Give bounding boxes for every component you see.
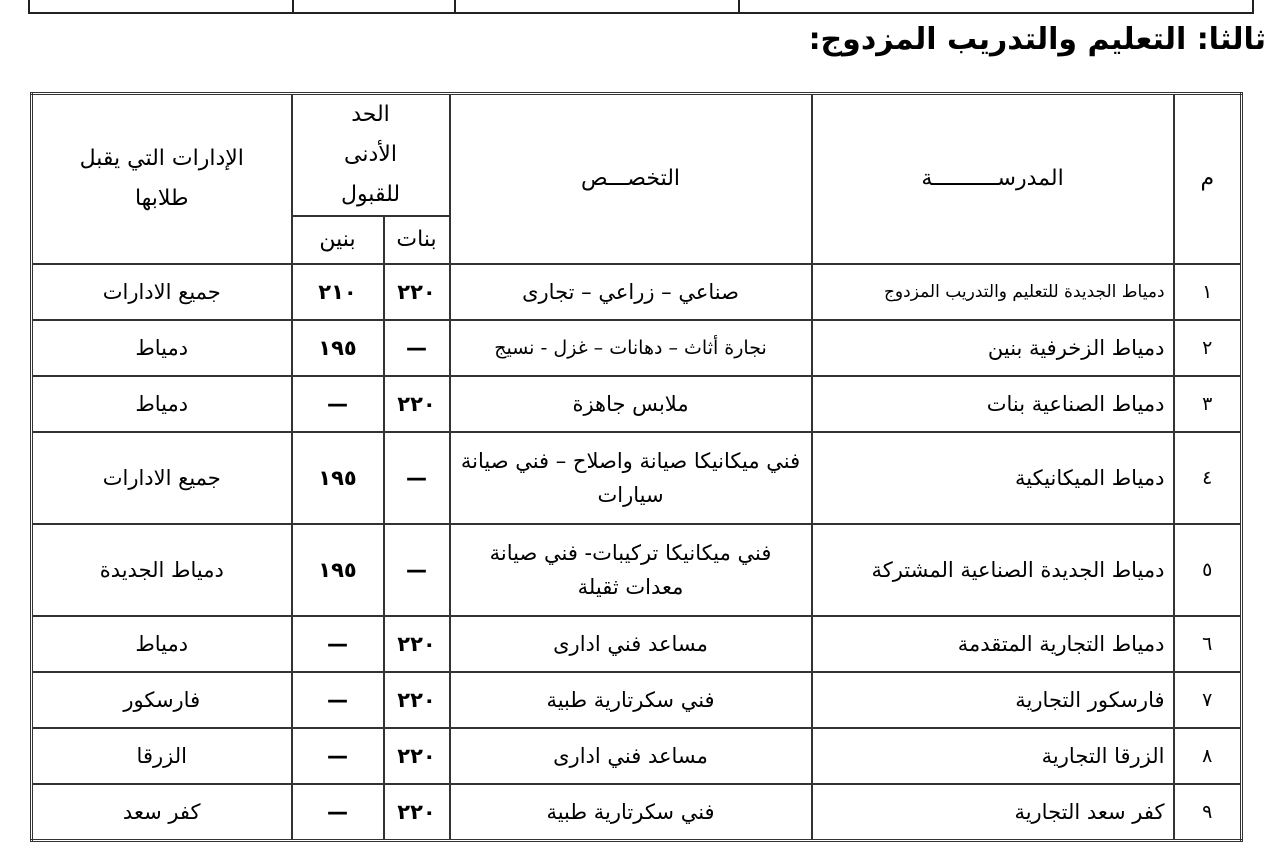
specialty: فني سكرتارية طبية <box>450 784 812 840</box>
row-number: ٦ <box>1174 616 1242 672</box>
specialty: صناعي – زراعي – تجارى <box>450 264 812 320</box>
school-name: دمياط الزخرفية بنين <box>812 320 1174 376</box>
table-row <box>32 320 1242 376</box>
table-row <box>32 524 1242 616</box>
girls-min-score: ٢٢٠ <box>384 672 450 728</box>
row-number: ٩ <box>1174 784 1242 840</box>
header-specialty: التخصـــص <box>450 94 812 265</box>
table-row <box>32 728 1242 784</box>
table-row <box>32 672 1242 728</box>
school-name: دمياط الصناعية بنات <box>812 376 1174 432</box>
row-number: ٣ <box>1174 376 1242 432</box>
dual-education-table <box>30 92 1243 842</box>
header-boys: بنين <box>292 216 384 264</box>
table-divider <box>454 0 456 14</box>
boys-min-score: — <box>292 784 384 840</box>
school-name: كفر سعد التجارية <box>812 784 1174 840</box>
boys-min-score: — <box>292 376 384 432</box>
specialty: فني ميكانيكا صيانة واصلاح – فني صيانة سيارات <box>450 432 812 524</box>
accepted-directorates: دمياط الجديدة <box>32 524 292 616</box>
school-name: دمياط التجارية المتقدمة <box>812 616 1174 672</box>
row-number: ٧ <box>1174 672 1242 728</box>
header-min-score: الحد الأدنى للقبول <box>292 94 450 217</box>
boys-min-score: ١٩٥ <box>292 432 384 524</box>
table-divider <box>738 0 740 14</box>
boys-min-score: ٢١٠ <box>292 264 384 320</box>
specialty: فني سكرتارية طبية <box>450 672 812 728</box>
table-row <box>32 784 1242 840</box>
row-number: ٥ <box>1174 524 1242 616</box>
girls-min-score: ٢٢٠ <box>384 376 450 432</box>
accepted-directorates: دمياط <box>32 616 292 672</box>
boys-min-score: — <box>292 728 384 784</box>
row-number: ٢ <box>1174 320 1242 376</box>
accepted-directorates: دمياط <box>32 320 292 376</box>
school-name: دمياط الجديدة الصناعية المشتركة <box>812 524 1174 616</box>
specialty: نجارة أثاث – دهانات – غزل - نسيج <box>450 320 812 376</box>
school-name: فارسكور التجارية <box>812 672 1174 728</box>
accepted-directorates: جميع الادارات <box>32 432 292 524</box>
header-directorates: الإدارات التي يقبل طلابها <box>32 94 292 265</box>
accepted-directorates: فارسكور <box>32 672 292 728</box>
accepted-directorates: الزرقا <box>32 728 292 784</box>
header-num: م <box>1174 94 1242 265</box>
row-number: ٨ <box>1174 728 1242 784</box>
previous-table-bottom-edge <box>28 0 1254 14</box>
table-row <box>32 264 1242 320</box>
school-name: الزرقا التجارية <box>812 728 1174 784</box>
table-row <box>32 376 1242 432</box>
specialty: فني ميكانيكا تركيبات- فني صيانة معدات ثقيلة <box>450 524 812 616</box>
table-divider <box>292 0 294 14</box>
accepted-directorates: دمياط <box>32 376 292 432</box>
specialty: مساعد فني ادارى <box>450 616 812 672</box>
table-row <box>32 432 1242 524</box>
specialty: مساعد فني ادارى <box>450 728 812 784</box>
school-name: دمياط الجديدة للتعليم والتدريب المزدوج <box>812 264 1174 320</box>
girls-min-score: ٢٢٠ <box>384 616 450 672</box>
girls-min-score: — <box>384 524 450 616</box>
header-school: المدرســــــــــة <box>812 94 1174 265</box>
table-row <box>32 616 1242 672</box>
girls-min-score: — <box>384 320 450 376</box>
girls-min-score: ٢٢٠ <box>384 728 450 784</box>
accepted-directorates: جميع الادارات <box>32 264 292 320</box>
boys-min-score: ١٩٥ <box>292 320 384 376</box>
accepted-directorates: كفر سعد <box>32 784 292 840</box>
specialty: ملابس جاهزة <box>450 376 812 432</box>
row-number: ٤ <box>1174 432 1242 524</box>
girls-min-score: ٢٢٠ <box>384 784 450 840</box>
section-heading: ثالثا: التعليم والتدريب المزدوج: <box>808 22 1266 57</box>
girls-min-score: — <box>384 432 450 524</box>
school-name: دمياط الميكانيكية <box>812 432 1174 524</box>
boys-min-score: ١٩٥ <box>292 524 384 616</box>
boys-min-score: — <box>292 672 384 728</box>
boys-min-score: — <box>292 616 384 672</box>
row-number: ١ <box>1174 264 1242 320</box>
girls-min-score: ٢٢٠ <box>384 264 450 320</box>
header-girls: بنات <box>384 216 450 264</box>
